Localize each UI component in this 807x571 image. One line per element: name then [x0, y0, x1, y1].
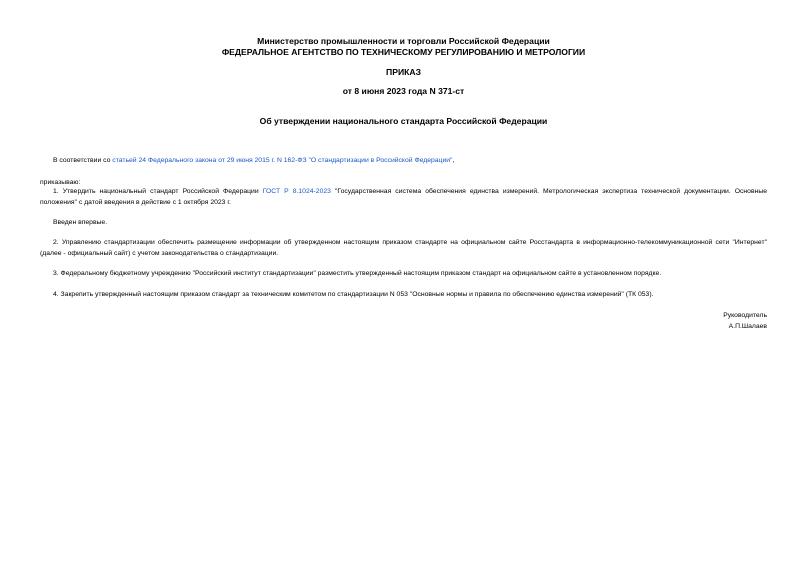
intro-text-after: , — [452, 157, 455, 164]
item-3-paragraph: 3. Федеральному бюджетному учреждению "Российский институт стандартизации" разместить утвержденный настоящим приказом стандарт на официальном сайте в установленном порядке. — [53, 270, 662, 277]
item-1-text-before: 1. Утвердить национальный стандарт Российской Федерации — [53, 188, 263, 195]
doc-title: Об утверждении национального стандарта Российской Федерации — [259, 116, 548, 126]
item-4-paragraph: 4. Закрепить утвержденный настоящим приказом стандарт за техническим комитетом по стандартизации N 053 "Основные нормы и правила по обеспечению единства измерений" (ТК 053). — [53, 291, 654, 298]
agency-name: ФЕДЕРАЛЬНОЕ АГЕНТСТВО ПО ТЕХНИЧЕСКОМУ РЕГУЛИРОВАНИЮ И МЕТРОЛОГИИ — [221, 47, 586, 57]
ministry-name: Министерство промышленности и торговли Российской Федерации — [257, 36, 550, 46]
intro-text-before: В соответствии со — [53, 157, 113, 164]
item-2-paragraph: 2. Управлению стандартизации обеспечить размещение информации об утвержденном настоящим приказом стандарте на официальном сайте Росстандарта в информационно-телекоммуникационной сети "Интернет" (далее - официальный сайт) с учетом законодательства о стандартизации. — [40, 239, 767, 257]
item-1-text-after: "Государственная система обеспечения единства измерений. Метрологическая экспертиза технической документации. Основные положения" с датой введения в действие с 1 октября 2023 г. — [40, 188, 767, 206]
doc-type: ПРИКАЗ — [386, 67, 421, 77]
doc-date: от 8 июня 2023 года N 371-ст — [342, 86, 465, 96]
law-link[interactable]: статьей 24 Федерального закона от 29 июня 2015 г. N 162-ФЗ "О стандартизации в Российской Федерации" — [112, 157, 453, 164]
intro-paragraph — [40, 156, 767, 167]
order-word: приказываю: — [40, 179, 81, 186]
item-1-paragraph — [40, 187, 767, 208]
signature-name: А.П.Шалаев — [728, 323, 767, 330]
note-paragraph: Введен впервые. — [53, 219, 108, 226]
signature-position: Руководитель — [723, 312, 767, 319]
gost-link[interactable]: ГОСТ Р 8.1024-2023 — [262, 188, 331, 195]
